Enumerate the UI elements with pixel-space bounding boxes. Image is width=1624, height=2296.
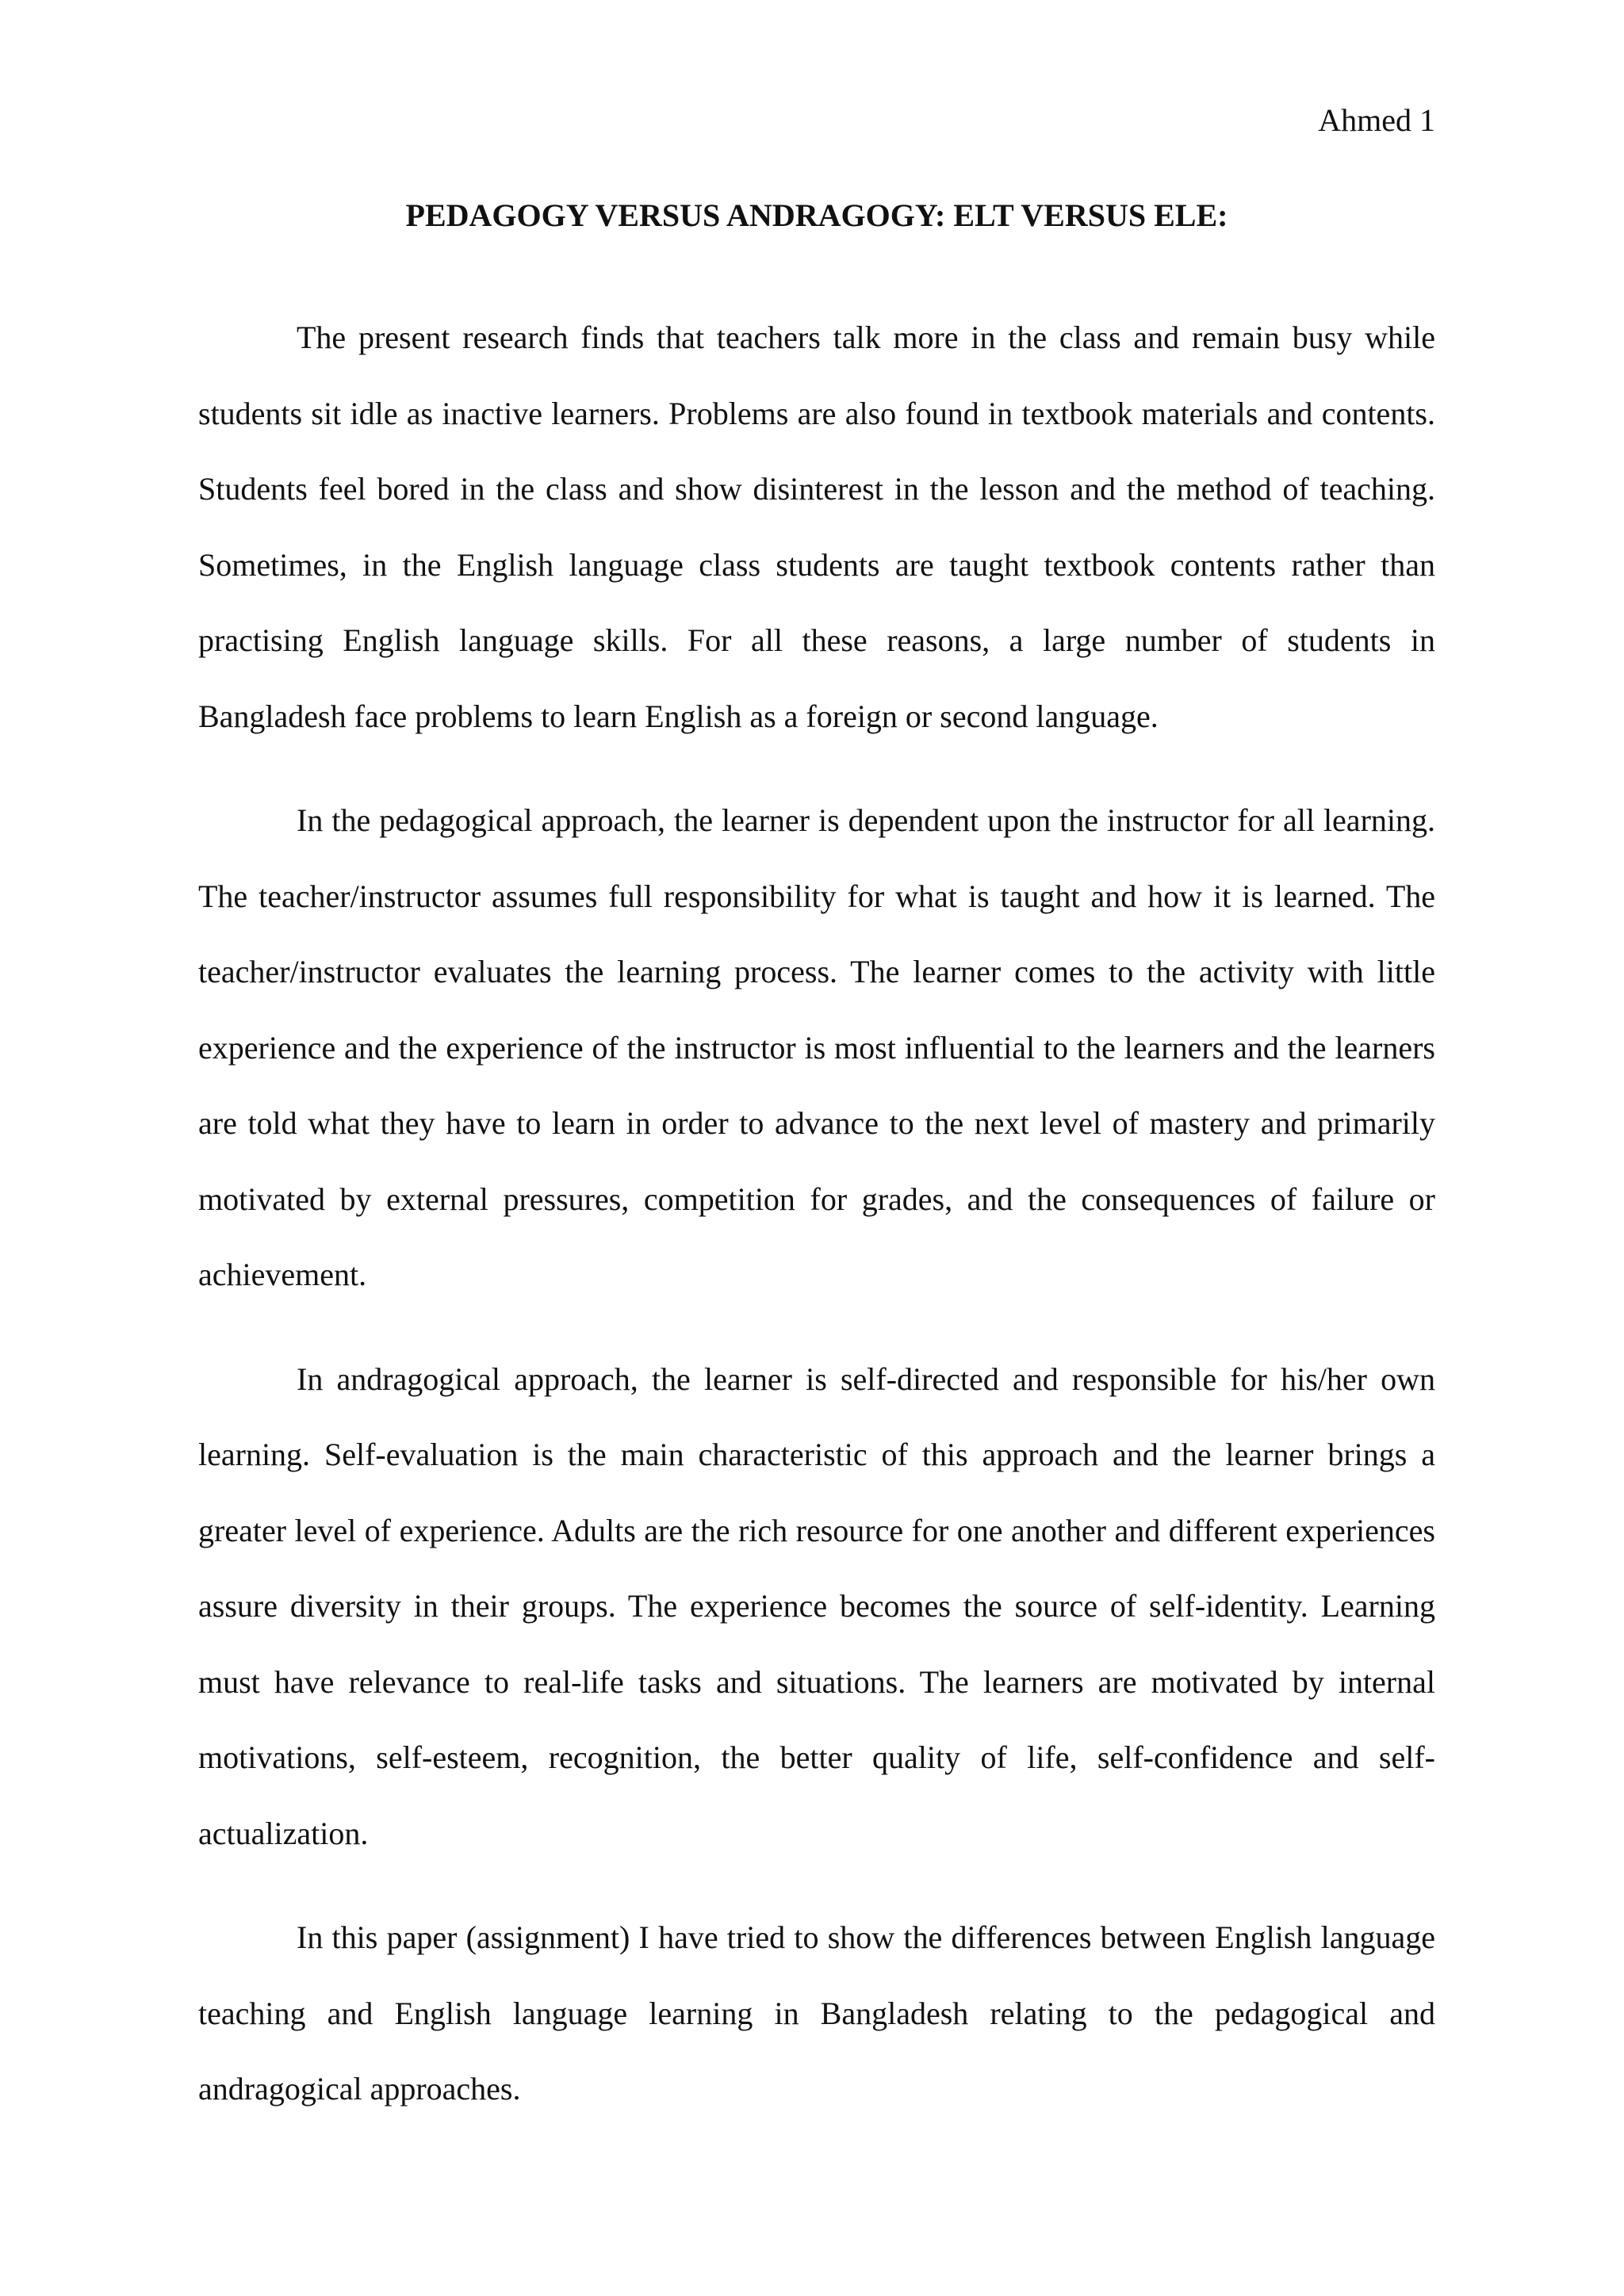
paragraph-4: In this paper (assignment) I have tried to show the differences between English language teaching and English language learning in Bangladesh relating to the pedagogical and andragogical approaches. [198, 1919, 1435, 2107]
page-header: Ahmed 1 [1318, 102, 1435, 138]
paragraph-2: In the pedagogical approach, the learner is dependent upon the instructor for all learning. The teacher/instructor assumes full responsibility for what is taught and how it is learned. The teacher/instructor evaluates the learning process. The learner comes to the activity with little experience and the experience of the instructor is most influential to the learners and the learners are told what they have to learn in order to advance to the next level of mastery and primarily motivated by external pressures, competition for grades, and the consequences of failure or achievement. [198, 802, 1435, 1292]
paragraph-3: In andragogical approach, the learner is self-directed and responsible for his/her own learning. Self-evaluation is the main characteristic of this approach and the learner brings a greater level of experience. Adults are the rich resource for one another and different experiences assure diversity in their groups. The experience becomes the source of self-identity. Learning must have relevance to real-life tasks and situations. The learners are motivated by internal motivations, self-esteem, recognition, the better quality of life, self-confidence and self-actualization. [198, 1360, 1435, 1851]
document-body [198, 300, 1435, 2156]
paragraph-1: The present research finds that teachers talk more in the class and remain busy while students sit idle as inactive learners. Problems are also found in textbook materials and contents. Students feel bored in the class and show disinterest in the lesson and the method of teaching. Sometimes, in the English language class students are taught textbook contents rather than practising English language skills. For all these reasons, a large number of students in Bangladesh face problems to learn English as a foreign or second language. [198, 320, 1435, 734]
document-title: PEDAGOGY VERSUS ANDRAGOGY: ELT VERSUS ELE: [405, 197, 1228, 233]
